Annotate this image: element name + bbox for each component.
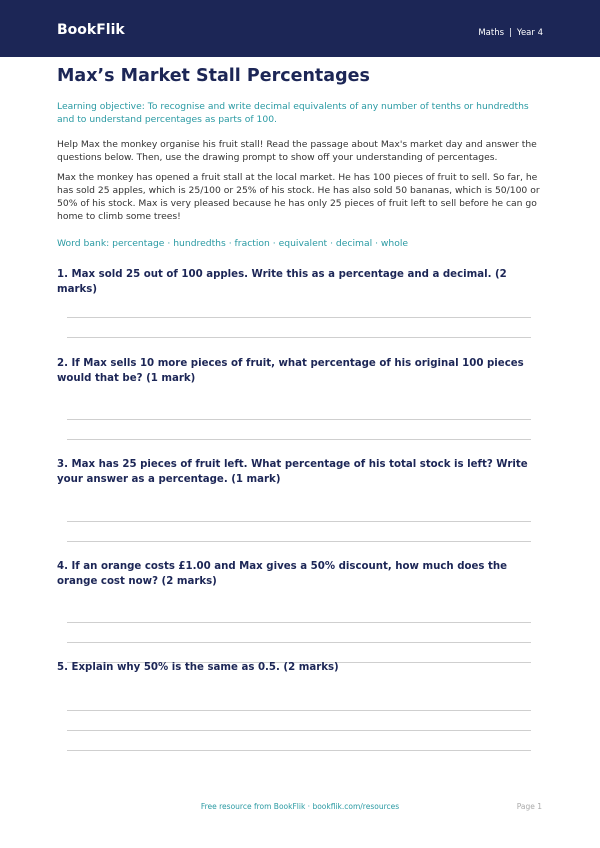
answer-line[interactable] bbox=[67, 317, 531, 318]
question-2: 2. If Max sells 10 more pieces of fruit, what percentage of his original 100 pieces would that be? (1 mark) bbox=[57, 358, 524, 384]
word-bank: Word bank: percentage · hundredths · fraction · equivalent · decimal · whole bbox=[57, 238, 409, 249]
answer-line[interactable] bbox=[67, 642, 531, 643]
question-5: 5. Explain why 50% is the same as 0.5. (2 marks) bbox=[57, 662, 339, 673]
reading-passage: Max the monkey has opened a fruit stall at the local market. He has 100 pieces of fruit to sell. So far, he has sold 25 apples, which is 25/100 or 25% of his stock. He has also sold 50 bananas, which is 50/100 or 50% of his stock. Max is very pleased because he has only 25 pieces of fruit left to sell before he can go home to climb some trees! bbox=[57, 172, 540, 222]
answer-line[interactable] bbox=[67, 750, 531, 751]
subject-separator: | bbox=[509, 28, 512, 38]
question-4: 4. If an orange costs £1.00 and Max gives a 50% discount, how much does the orange cost now? (2 marks) bbox=[57, 561, 508, 587]
answer-line[interactable] bbox=[67, 419, 531, 420]
question-1: 1. Max sold 25 out of 100 apples. Write this as a percentage and a decimal. (2 marks) bbox=[57, 269, 507, 295]
answer-line[interactable] bbox=[67, 710, 531, 711]
footer-credit: Free resource from BookFlik · bookflik.com/resources bbox=[200, 802, 400, 811]
answer-line[interactable] bbox=[67, 521, 531, 522]
learning-objective: Learning objective: To recognise and write decimal equivalents of any number of tenths or hundredths and to understand percentages as parts of 100. bbox=[57, 101, 529, 125]
year-label: Year 4 bbox=[516, 28, 543, 38]
question-3: 3. Max has 25 pieces of fruit left. What percentage of his total stock is left? Write your answer as a percentage. (1 mark) bbox=[57, 459, 528, 485]
brand-logo-text: BookFlik bbox=[57, 22, 125, 38]
answer-line[interactable] bbox=[67, 439, 531, 440]
page-number: Page 1 bbox=[516, 802, 542, 811]
worksheet-title: Max’s Market Stall Percentages bbox=[57, 66, 370, 86]
answer-line[interactable] bbox=[67, 622, 531, 623]
subject-label: Maths bbox=[478, 28, 505, 38]
intro-paragraph: Help Max the monkey organise his fruit stall! Read the passage about Max's market day and answer the questions below. Then, use the drawing prompt to show off your understanding of percentages. bbox=[57, 139, 537, 163]
answer-line[interactable] bbox=[67, 337, 531, 338]
answer-line[interactable] bbox=[67, 730, 531, 731]
page-header bbox=[0, 0, 600, 57]
answer-line[interactable] bbox=[67, 541, 531, 542]
subject-year-label bbox=[478, 28, 543, 38]
